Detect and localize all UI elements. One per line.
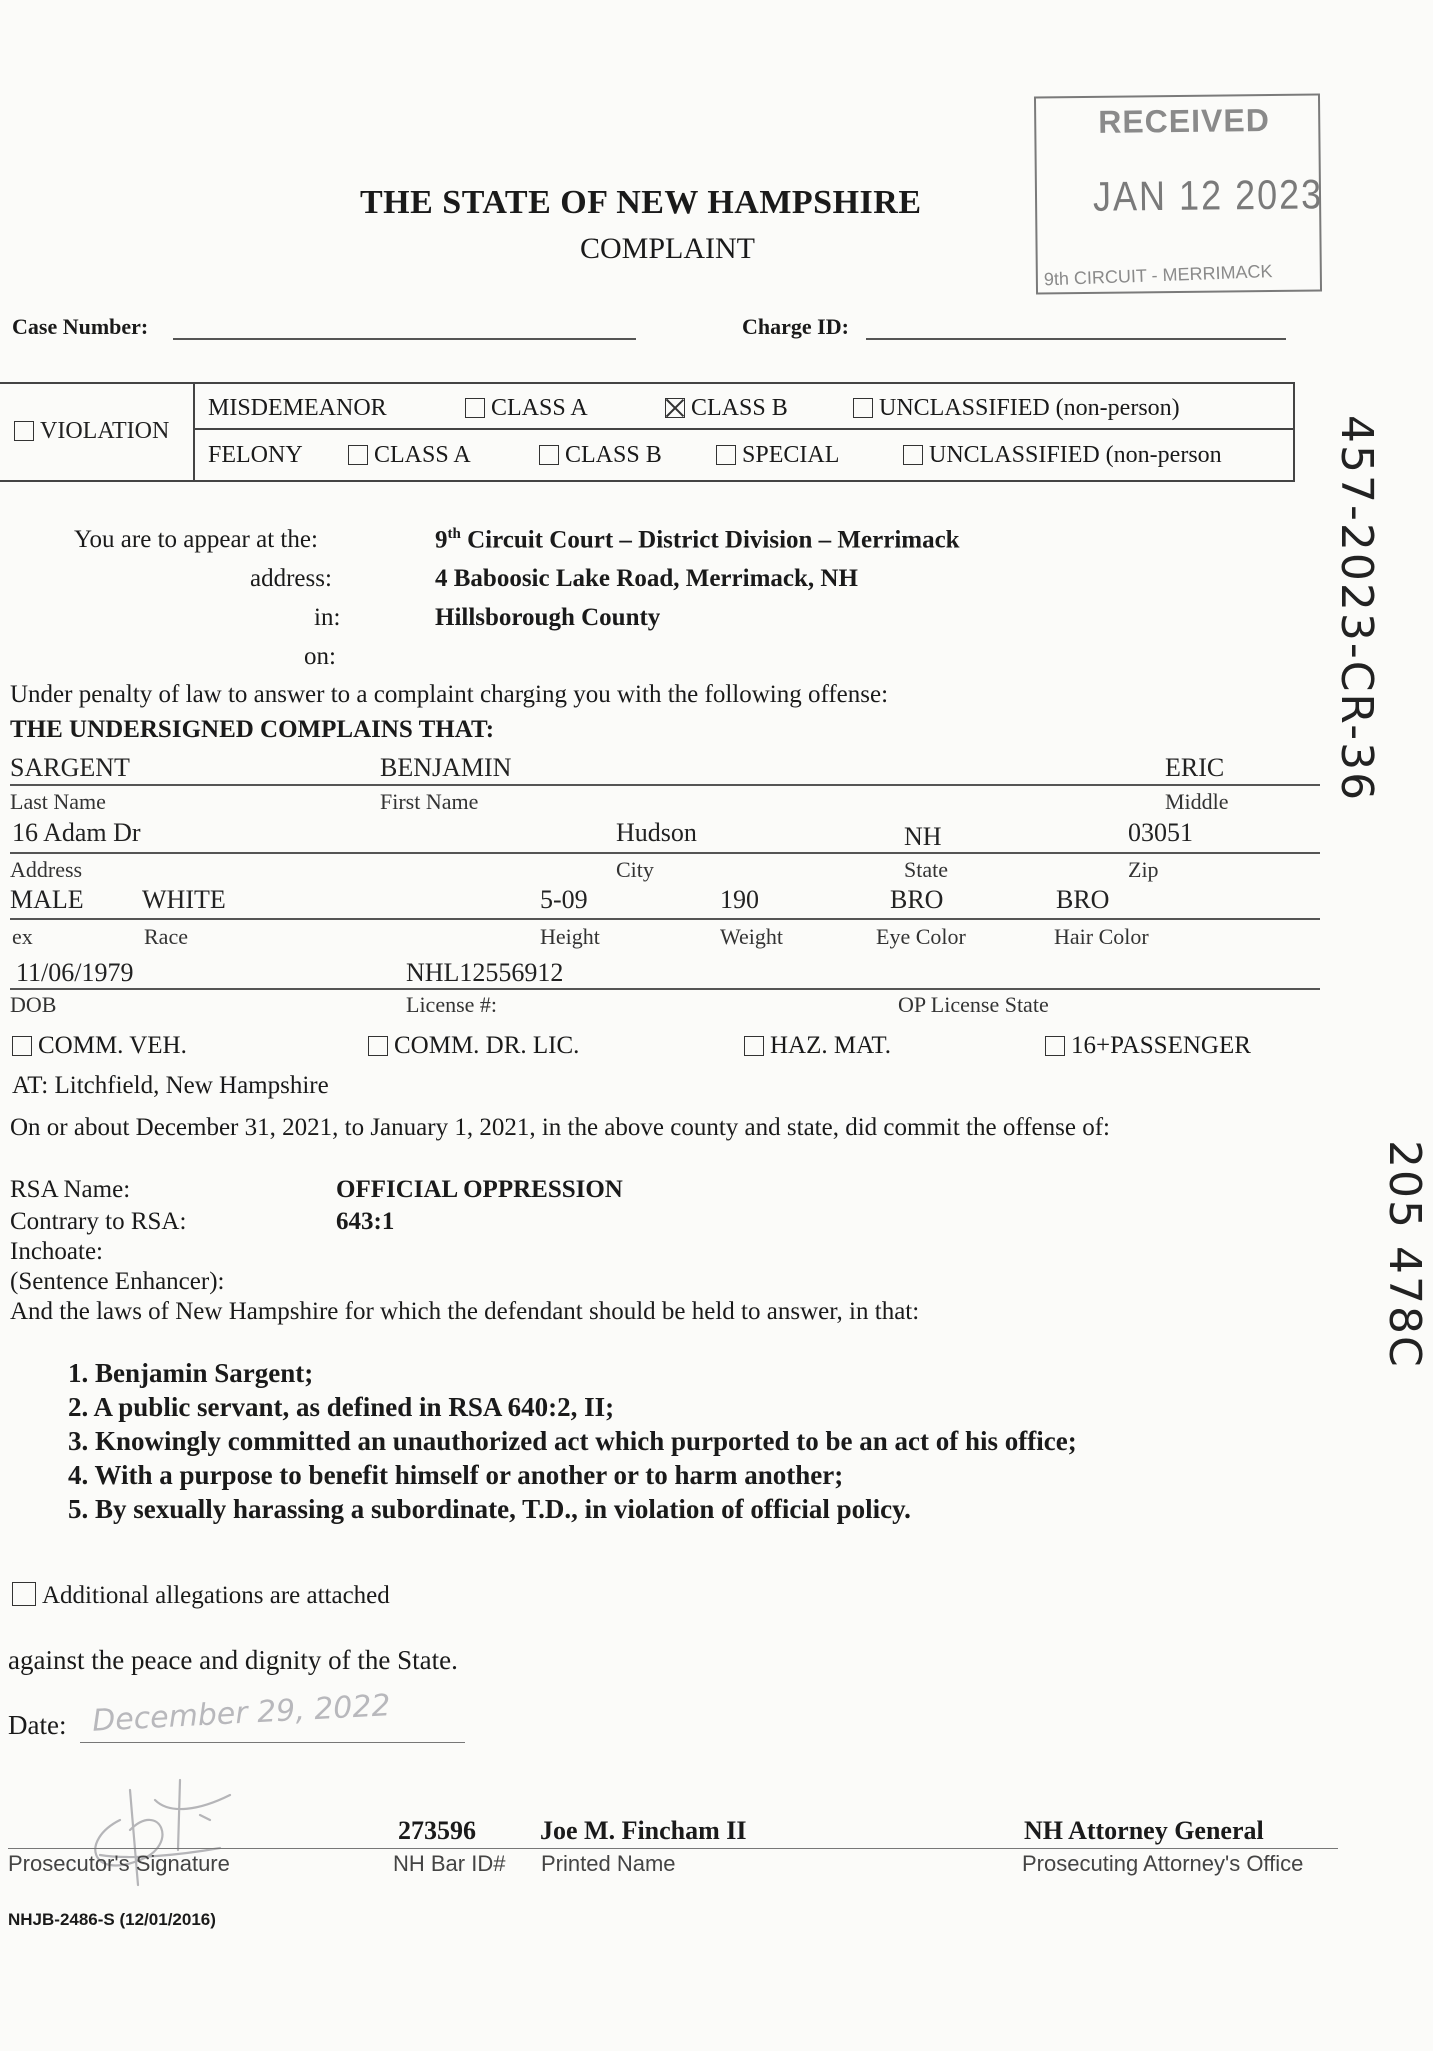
- state-value: NH: [904, 822, 942, 851]
- physical-line: [10, 918, 1320, 920]
- fel-class-b-label: CLASS B: [565, 442, 662, 468]
- date-label: Date:: [8, 1710, 67, 1740]
- office-value: NH Attorney General: [1024, 1816, 1264, 1845]
- additional-allegations-option[interactable]: [12, 1582, 390, 1610]
- allegation-item: 2. A public servant, as defined in RSA 640:2, II;: [68, 1392, 615, 1422]
- hair-color-label: Hair Color: [1054, 924, 1149, 949]
- in-label: in:: [314, 604, 341, 631]
- weight-label: Weight: [720, 924, 783, 949]
- sex-value: MALE: [10, 885, 84, 914]
- signature-scribble: [60, 1760, 260, 1900]
- fel-class-a-box[interactable]: [348, 445, 368, 465]
- middle-name-value: ERIC: [1165, 753, 1225, 782]
- fel-unclassified-label: UNCLASSIFIED (non-person: [929, 442, 1222, 468]
- misd-unclassified-option[interactable]: [853, 395, 1180, 422]
- fel-class-a-option[interactable]: [348, 442, 471, 469]
- race-label: Race: [144, 924, 188, 949]
- fel-unclassified-box[interactable]: [903, 445, 923, 465]
- fel-unclassified-option[interactable]: [903, 442, 1222, 469]
- violation-checkbox[interactable]: [14, 418, 169, 445]
- date-line: [80, 1742, 465, 1743]
- state-label: State: [904, 857, 948, 882]
- offense-date-line: On or about December 31, 2021, to January 1, 2021, in the above county and state, did commit the offense of:: [10, 1114, 1110, 1141]
- charge-id-line: [866, 338, 1286, 340]
- inchoate-label: Inchoate:: [10, 1238, 104, 1265]
- stamp-received-text: RECEIVED: [1098, 102, 1271, 140]
- allegation-item: 4. With a purpose to benefit himself or another or to harm another;: [68, 1460, 844, 1490]
- address-line: [10, 852, 1320, 854]
- haz-mat-label: HAZ. MAT.: [770, 1032, 892, 1059]
- on-label: on:: [304, 643, 336, 670]
- violation-box[interactable]: [14, 421, 34, 441]
- race-value: WHITE: [142, 885, 226, 914]
- court-address: 4 Baboosic Lake Road, Merrimack, NH: [435, 565, 858, 592]
- contrary-label: Contrary to RSA:: [10, 1208, 187, 1235]
- eye-color-label: Eye Color: [876, 924, 966, 949]
- first-name-value: BENJAMIN: [380, 753, 512, 782]
- comm-dr-lic-label: COMM. DR. LIC.: [394, 1032, 580, 1059]
- margin-code-handwritten: 205 478C: [1379, 1140, 1430, 1369]
- comm-dr-lic-box[interactable]: [368, 1036, 388, 1056]
- zip-value: 03051: [1128, 818, 1193, 847]
- case-number-label: Case Number:: [12, 314, 149, 339]
- printed-name-label: Printed Name: [541, 1851, 676, 1876]
- first-name-label: First Name: [380, 789, 479, 814]
- comm-dr-lic-option[interactable]: [368, 1032, 579, 1060]
- form-id: NHJB-2486-S (12/01/2016): [8, 1910, 216, 1929]
- charge-id-label: Charge ID:: [742, 314, 849, 339]
- city-label: City: [616, 857, 654, 882]
- received-stamp: [1034, 94, 1322, 295]
- rsa-name-value: OFFICIAL OPPRESSION: [336, 1176, 623, 1203]
- dob-line: [10, 988, 1320, 990]
- location-line: AT: Litchfield, New Hampshire: [12, 1072, 329, 1099]
- page-title: THE STATE OF NEW HAMPSHIRE: [360, 184, 922, 221]
- misdemeanor-label: MISDEMEANOR: [208, 395, 387, 421]
- appear-label: You are to appear at the:: [74, 526, 318, 553]
- fel-class-a-label: CLASS A: [374, 442, 471, 468]
- op-state-label: OP License State: [898, 992, 1049, 1017]
- additional-allegations-box[interactable]: [12, 1582, 36, 1606]
- court-county: Hillsborough County: [435, 604, 661, 631]
- name-line: [10, 784, 1320, 786]
- hair-color-value: BRO: [1056, 885, 1110, 914]
- stamp-court-text: 9th CIRCUIT - MERRIMACK: [1043, 261, 1273, 290]
- undersigned-text: THE UNDERSIGNED COMPLAINS THAT:: [10, 716, 495, 743]
- allegation-item: 5. By sexually harassing a subordinate, T.D., in violation of official policy.: [68, 1494, 911, 1524]
- rsa-name-label: RSA Name:: [10, 1176, 131, 1203]
- license-value: NHL12556912: [406, 958, 564, 987]
- haz-mat-box[interactable]: [744, 1036, 764, 1056]
- address-value: 16 Adam Dr: [12, 818, 141, 847]
- address-field-label: Address: [10, 857, 83, 882]
- city-value: Hudson: [616, 818, 697, 847]
- date-handwritten: December 29, 2022: [91, 1688, 392, 1739]
- allegation-item: 1. Benjamin Sargent;: [68, 1358, 314, 1388]
- allegation-item: 3. Knowingly committed an unauthorized act which purported to be an act of his office;: [68, 1426, 1077, 1456]
- laws-line: And the laws of New Hampshire for which the defendant should be held to answer, in that:: [10, 1298, 920, 1325]
- comm-veh-label: COMM. VEH.: [38, 1032, 187, 1059]
- passenger-option[interactable]: [1045, 1032, 1251, 1060]
- eye-color-value: BRO: [890, 885, 944, 914]
- address-label: address:: [250, 565, 332, 592]
- peace-line: against the peace and dignity of the State.: [8, 1645, 458, 1675]
- enhancer-label: (Sentence Enhancer):: [10, 1268, 225, 1295]
- weight-value: 190: [720, 885, 759, 914]
- page-subtitle: COMPLAINT: [580, 232, 756, 265]
- comm-veh-option[interactable]: [12, 1032, 187, 1060]
- misd-class-a-label: CLASS A: [491, 395, 588, 421]
- bar-id-value: 273596: [398, 1816, 476, 1845]
- dob-label: DOB: [10, 992, 57, 1017]
- passenger-label: 16+PASSENGER: [1071, 1032, 1251, 1059]
- additional-allegations-label: Additional allegations are attached: [42, 1582, 390, 1609]
- height-value: 5-09: [540, 885, 588, 914]
- penalty-text: Under penalty of law to answer to a complaint charging you with the following offense:: [10, 681, 889, 708]
- court-name: 9th Circuit Court – District Division – Merrimack: [435, 526, 960, 554]
- docket-number-handwritten: 457-2023-CR-36: [1331, 415, 1382, 803]
- misd-class-b-option[interactable]: [665, 395, 788, 422]
- fel-special-option[interactable]: [716, 442, 839, 469]
- felony-label: FELONY: [208, 442, 303, 468]
- passenger-box[interactable]: [1045, 1036, 1065, 1056]
- misd-unclassified-label: UNCLASSIFIED (non-person): [879, 395, 1180, 421]
- height-label: Height: [540, 924, 600, 949]
- misd-class-b-box-checked[interactable]: [665, 398, 685, 418]
- dob-value: 11/06/1979: [16, 958, 134, 987]
- fel-class-b-option[interactable]: [539, 442, 662, 469]
- office-label: Prosecuting Attorney's Office: [1022, 1851, 1304, 1876]
- signature-line: [8, 1848, 1338, 1849]
- misd-class-b-label: CLASS B: [691, 395, 788, 421]
- case-number-line: [173, 338, 636, 340]
- sex-label: ex: [12, 924, 33, 949]
- misd-class-a-box[interactable]: [465, 398, 485, 418]
- middle-label: Middle: [1165, 789, 1229, 814]
- haz-mat-option[interactable]: [744, 1032, 891, 1060]
- stamp-date-text: JAN 12 2023: [1092, 170, 1324, 220]
- contrary-value: 643:1: [336, 1208, 395, 1235]
- violation-label: VIOLATION: [40, 418, 170, 444]
- last-name-label: Last Name: [10, 789, 106, 814]
- fel-special-box[interactable]: [716, 445, 736, 465]
- misd-class-a-option[interactable]: [465, 395, 588, 422]
- fel-special-label: SPECIAL: [742, 442, 840, 468]
- signature-label: Prosecutor's Signature: [8, 1851, 230, 1876]
- printed-name-value: Joe M. Fincham II: [540, 1816, 747, 1845]
- comm-veh-box[interactable]: [12, 1036, 32, 1056]
- misd-unclassified-box[interactable]: [853, 398, 873, 418]
- zip-label: Zip: [1128, 857, 1159, 882]
- last-name-value: SARGENT: [10, 753, 130, 782]
- fel-class-b-box[interactable]: [539, 445, 559, 465]
- bar-id-label: NH Bar ID#: [393, 1851, 506, 1876]
- license-label: License #:: [406, 992, 498, 1017]
